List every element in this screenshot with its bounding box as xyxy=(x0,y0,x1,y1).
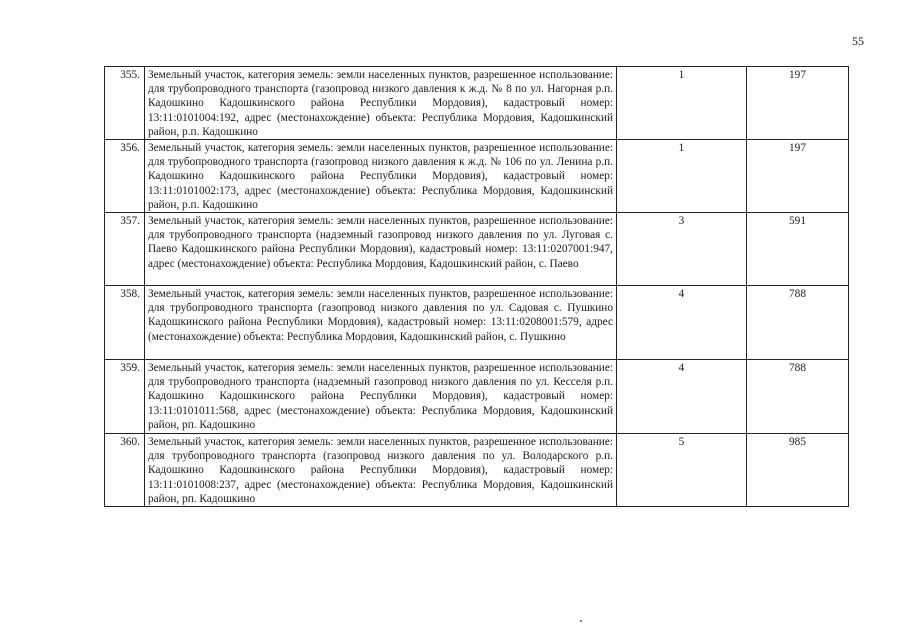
plot-area: 197 xyxy=(747,140,849,213)
table-row xyxy=(105,286,849,360)
scan-speck xyxy=(580,620,582,622)
plot-area: 197 xyxy=(747,67,849,140)
row-number: 359. xyxy=(105,360,145,434)
plot-quantity: 1 xyxy=(617,140,747,213)
plot-description: Земельный участок, категория земель: земли населенных пунктов, разрешенное использование: для трубопроводного транспорта (газопровод низкого давления к ж.д. № 106 по ул. Ленина р.п. Кадошкино Кадошкинского района Республики Мордовия), кадастровый номер: 13:11:0101002:173, адрес (местонахождение) объекта: Республика Мордовия, Кадошкинский район, р.п. Кадошкино xyxy=(145,140,617,213)
plot-description: Земельный участок, категория земель: земли населенных пунктов, разрешенное использование: для трубопроводного транспорта (газопровод низкого давления по ул. Володарского р.п. Кадошкино Кадошкинского района Республики Мордовия), кадастровый номер: 13:11:0101008:237, адрес (местонахождение) объекта: Республика Мордовия, Кадошкинский район, рп. Кадошкино xyxy=(145,434,617,507)
row-number: 355. xyxy=(105,67,145,140)
plot-quantity: 4 xyxy=(617,286,747,360)
table-row xyxy=(105,213,849,286)
table-row xyxy=(105,434,849,507)
plot-quantity: 1 xyxy=(617,67,747,140)
row-number: 357. xyxy=(105,213,145,286)
plot-area: 788 xyxy=(747,286,849,360)
plot-description: Земельный участок, категория земель: земли населенных пунктов, разрешенное использование: для трубопроводного транспорта (надземный газопровод низкого давления по ул. Луговая с. Паево Кадошкинского района Республики Мордовия), кадастровый номер: 13:11:0207001:947, адрес (местонахождение) объекта: Республика Мордовия, Кадошкинский район, с. Паево xyxy=(145,213,617,286)
table-row xyxy=(105,360,849,434)
table-row xyxy=(105,140,849,213)
plot-description: Земельный участок, категория земель: земли населенных пунктов, разрешенное использование: для трубопроводного транспорта (газопровод низкого давления по ул. Садовая с. Пушкино Кадошкинского района Республики Мордовия), кадастровый номер: 13:11:0208001:579, адрес (местонахождение) объекта: Республика Мордовия, Кадошкинский район, с. Пушкино xyxy=(145,286,617,360)
plot-quantity: 3 xyxy=(617,213,747,286)
table-row xyxy=(105,67,849,140)
plot-quantity: 5 xyxy=(617,434,747,507)
plot-area: 591 xyxy=(747,213,849,286)
plot-description: Земельный участок, категория земель: земли населенных пунктов, разрешенное использование: для трубопроводного транспорта (надземный газопровод низкого давления по ул. Кесселя р.п. Кадошкино Кадошкинского района Республики Мордовия), кадастровый номер: 13:11:0101011:568, адрес (местонахождение) объекта: Республика Мордовия, Кадошкинский район, рп. Кадошкино xyxy=(145,360,617,434)
page-number: 55 xyxy=(852,34,864,48)
plot-description: Земельный участок, категория земель: земли населенных пунктов, разрешенное использование: для трубопроводного транспорта (газопровод низкого давления к ж.д. № 8 по ул. Нагорная р.п. Кадошкино Кадошкинского района Республики Мордовия), кадастровый номер: 13:11:0101004:192, адрес (местонахождение) объекта: Республика Мордовия, Кадошкинский район, р.п. Кадошкино xyxy=(145,67,617,140)
plot-quantity: 4 xyxy=(617,360,747,434)
plot-area: 985 xyxy=(747,434,849,507)
row-number: 358. xyxy=(105,286,145,360)
land-plots-table xyxy=(104,66,849,507)
plot-area: 788 xyxy=(747,360,849,434)
row-number: 360. xyxy=(105,434,145,507)
row-number: 356. xyxy=(105,140,145,213)
